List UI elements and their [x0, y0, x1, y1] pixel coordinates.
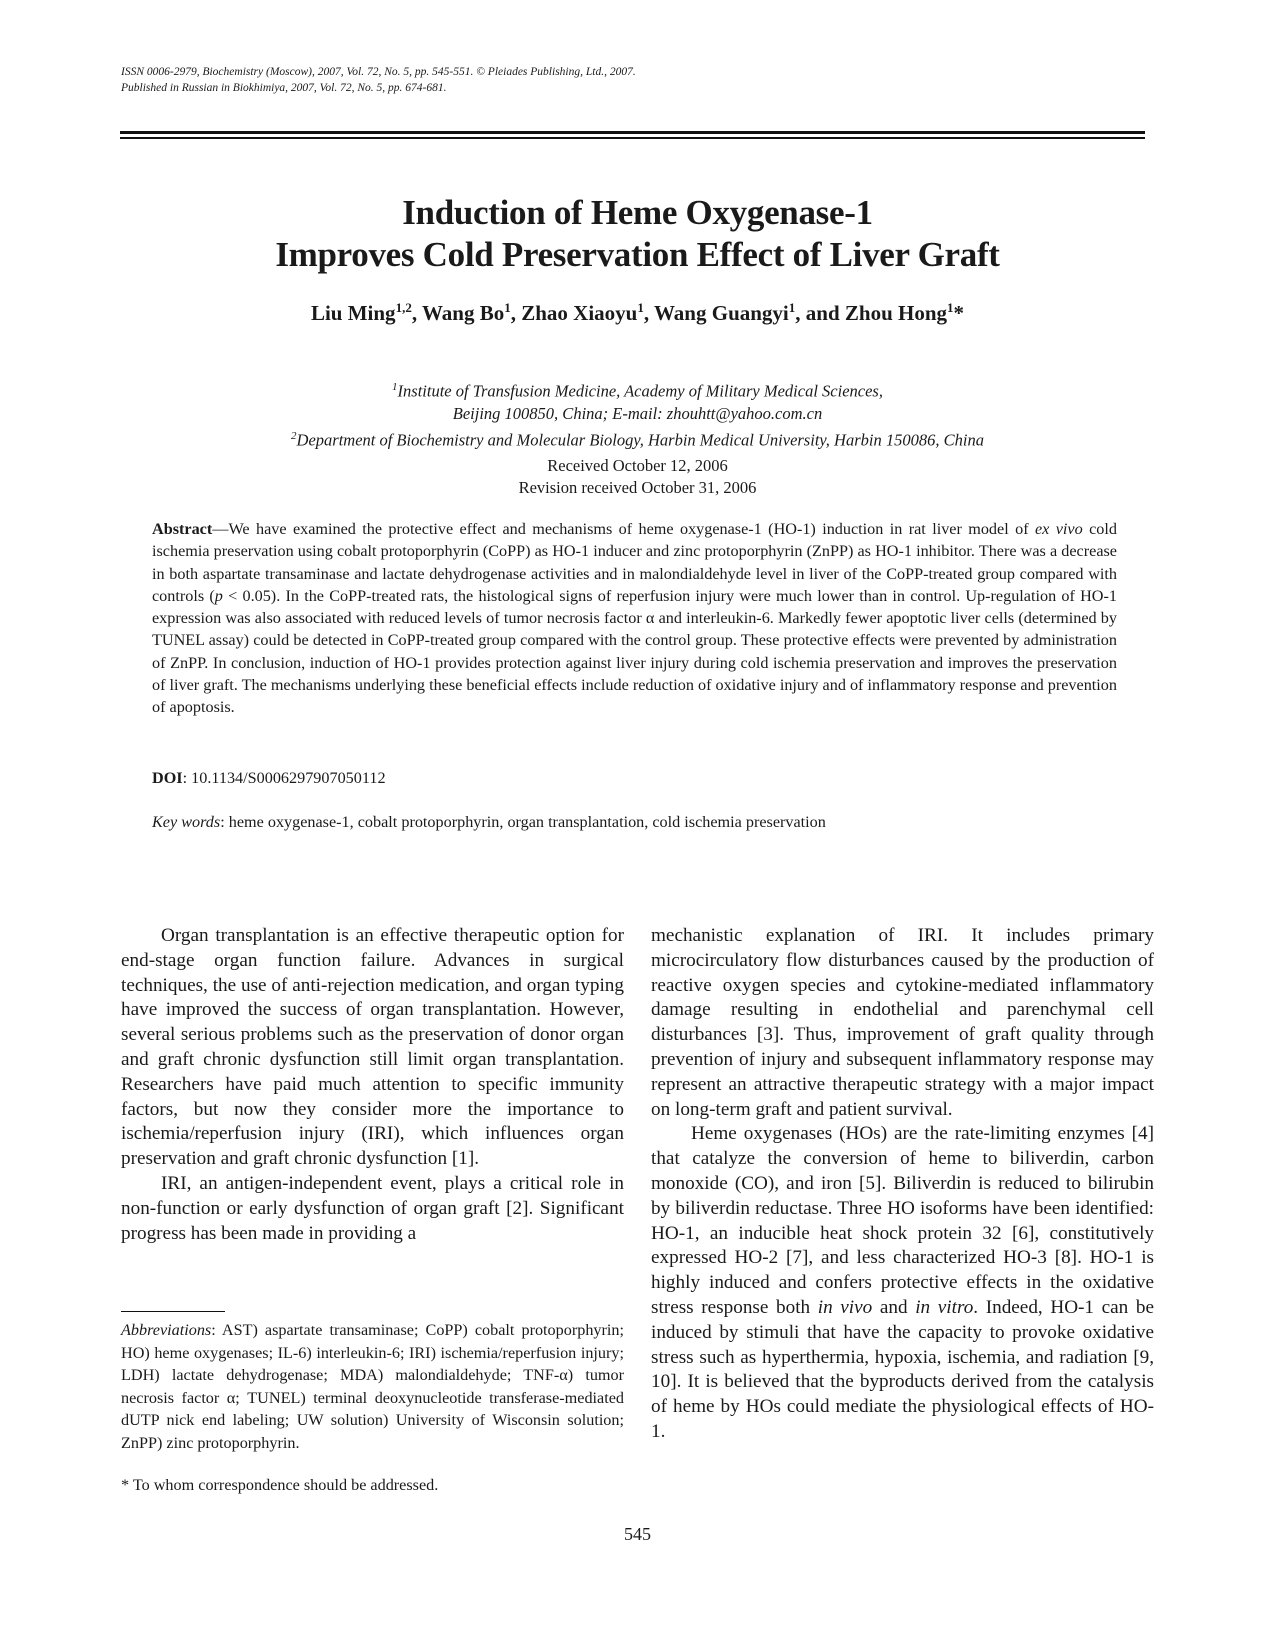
keywords: [152, 813, 826, 832]
affiliations: [0, 376, 1275, 451]
affiliation-2-line: Department of Biochemistry and Molecular Biology, Harbin Medical University, Harbin 150086, China: [296, 430, 984, 449]
author-name: Wang Bo: [421, 301, 505, 325]
abstract-label: Abstract: [152, 520, 213, 538]
left-paragraph-1: Organ transplantation is an effective therapeutic option for end-stage organ function failure. Advances in surgical techniques, the use of anti-rejection medication, and organ typing have improved the success of organ transplantation. However, several serious problems such as the preservation of donor organ and graft chronic dysfunction still limit organ transplantation. Researchers have paid much attention to specific immunity factors, but now they consider more the importance to ischemia/reperfusion injury (IRI), which influences organ preservation and graft chronic dysfunction [1].: [121, 925, 624, 1170]
author-affil-sup: 1: [504, 300, 511, 315]
author-name: Liu Ming: [310, 301, 396, 325]
title-line-2: Improves Cold Preservation Effect of Liver Graft: [275, 235, 1000, 274]
right-paragraph-2: [651, 1122, 1154, 1444]
footnote-rule: [121, 1311, 225, 1312]
page-number: 545: [624, 1524, 651, 1544]
right-paragraph-2-c: . Indeed, HO-1 can be induced by stimuli that have the capacity to provoke oxidative stress such as hyperthermia, hypoxia, ischemia, and radiation [9, 10]. It is believed that the byproducts derived from the catalysis of heme by HOs could mediate the physiological effects of HO-1.: [651, 1296, 1155, 1442]
left-column: [121, 924, 624, 1246]
doi-value: : 10.1134/S0006297907050112: [182, 769, 386, 787]
abstract: [152, 518, 1117, 719]
author-separator: ,: [510, 301, 522, 325]
affiliation-2-sup: 2: [291, 429, 297, 442]
author-separator: ,: [643, 301, 654, 325]
article-title: [0, 192, 1275, 276]
abstract-text-3: < 0.05). In the CoPP-treated rats, the histological signs of reperfusion injury were much lower than in control. Up-regulation of HO-1 expression was also associated with reduced levels of tumor necrosis factor α and interleukin-6. Markedly fewer apoptotic liver cells (determined by TUNEL assay) could be detected in CoPP-treated group compared with the control group. These protective effects were prevented by administration of ZnPP. In conclusion, induction of HO-1 provides protection against liver injury during cold ischemia preservation and improves the preservation of liver graft. The mechanisms underlying these beneficial effects include reduction of oxidative injury and of inflammatory response and prevention of apoptosis.: [152, 586, 1117, 717]
dates: [0, 455, 1275, 499]
abstract-p-var: p: [214, 586, 223, 605]
right-paragraph-2-a: Heme oxygenases (HOs) are the rate-limiting enzymes [4] that catalyze the conversion of heme to biliverdin, carbon monoxide (CO), and iron [5]. Biliverdin is reduced to bilirubin by biliverdin reductase. Three HO isoforms have been identified: HO-1, an inducible heat shock protein 32 [6], constitutively expressed HO-2 [7], and less characterized HO-3 [8]. HO-1 is highly induced and confers protective effects in the oxidative stress response both: [651, 1123, 1154, 1318]
header-line-1: ISSN 0006-2979, Biochemistry (Moscow), 2007, Vol. 72, No. 5, pp. 545-551. © Pleiades Publishing, Ltd., 2007.: [121, 66, 636, 78]
journal-header: [121, 64, 636, 96]
header-rule-thick: [120, 131, 1145, 134]
keywords-value: : heme oxygenase-1, cobalt protoporphyrin, organ transplantation, cold ischemia preservation: [220, 813, 826, 831]
header-line-2: Published in Russian in Biokhimiya, 2007, Vol. 72, No. 5, pp. 674-681.: [121, 82, 447, 94]
affiliation-1-line-1: Institute of Transfusion Medicine, Academy of Military Medical Sciences,: [397, 381, 883, 401]
author-affil-sup: 1: [637, 300, 644, 315]
left-paragraph-2: IRI, an antigen-independent event, plays a critical role in non-function or early dysfunction of organ graft [2]. Significant progress has been made in providing a: [121, 1172, 624, 1244]
author-separator: ,: [411, 301, 422, 325]
author-separator: , and: [795, 301, 845, 325]
abbreviations-text: : AST) aspartate transaminase; CoPP) cobalt protoporphyrin; HO) heme oxygenases; IL-6) interleukin-6; IRI) ischemia/reperfusion injury; LDH) lactate dehydrogenase; MDA) malondialdehyde; TNF-α) tumor necrosis factor α; TUNEL) terminal deoxynucleotide transferase-mediated dUTP nick end labeling; UW solution) University of Wisconsin solution; ZnPP) zinc protoporphyrin.: [121, 1321, 624, 1452]
in-vivo-term: in vivo: [817, 1296, 873, 1318]
abstract-text-1: —We have examined the protective effect and mechanisms of heme oxygenase-1 (HO-1) induction in rat liver model of: [212, 520, 1035, 538]
header-rule-thin: [120, 137, 1145, 139]
author-affil-sup: 1,2: [395, 300, 412, 315]
affiliation-2: [0, 425, 1275, 452]
author-list: [0, 300, 1275, 326]
abstract-text-2: cold ischemia preservation using cobalt protoporphyrin (CoPP) as HO-1 inducer and zinc protoporphyrin (ZnPP) as HO-1 inhibitor. There was a decrease in both aspartate transaminase and lactate dehydrogenase activities and in malondialdehyde level in liver of the CoPP-treated group compared with controls (: [152, 520, 1117, 605]
author-affil-sup: 1: [947, 300, 954, 315]
affiliation-1-sup: 1: [392, 381, 398, 393]
affiliation-1: [0, 376, 1275, 403]
correspondence-note: * To whom correspondence should be addressed.: [121, 1476, 439, 1494]
right-paragraph-2-b: and: [872, 1296, 916, 1318]
doi: [152, 769, 386, 788]
author-name: Zhou Hong: [844, 301, 948, 325]
right-column: [651, 924, 1154, 1445]
in-vitro-term: in vitro: [915, 1296, 974, 1318]
received-date: Received October 12, 2006: [547, 456, 728, 475]
abbreviations-label: Abbreviations: [121, 1321, 212, 1339]
abbreviations-footnote: [121, 1319, 624, 1454]
right-paragraph-1: mechanistic explanation of IRI. It includes primary microcirculatory flow disturbances caused by the production of reactive oxygen species and cytokine-mediated inflammatory damage resulting in endothelial and parenchymal cell disturbances [3]. Thus, improvement of graft quality through prevention of injury and subsequent inflammatory response may represent an attractive therapeutic strategy with a major impact on long-term graft and patient survival.: [651, 925, 1154, 1120]
affiliation-1-line-2: Beijing 100850, China; E-mail: zhouhtt@yahoo.com.cn: [452, 403, 823, 423]
keywords-label: Key words: [152, 813, 221, 831]
doi-label: DOI: [152, 769, 183, 787]
abstract-ex-vivo: ex vivo: [1034, 520, 1083, 538]
author-affil-sup: 1: [788, 300, 796, 315]
author-name: Zhao Xiaoyu: [521, 301, 638, 325]
author-name: Wang Guangyi: [653, 301, 789, 325]
author-separator: *: [953, 301, 965, 325]
title-line-1: Induction of Heme Oxygenase-1: [402, 193, 873, 232]
revised-date: Revision received October 31, 2006: [518, 478, 757, 497]
